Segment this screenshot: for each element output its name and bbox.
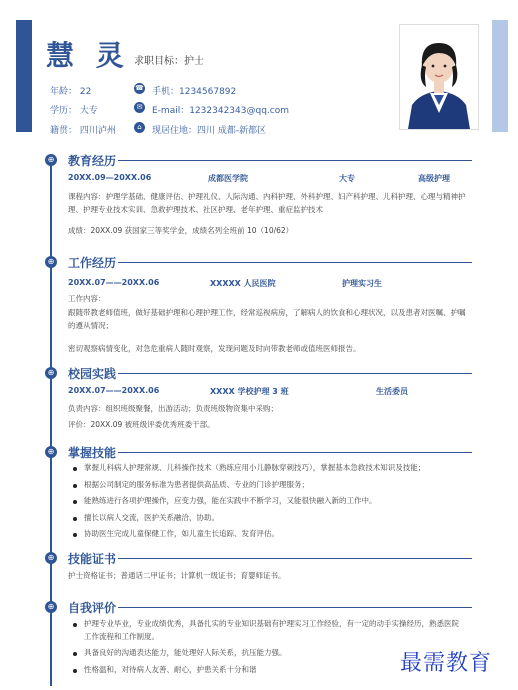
skills-list xyxy=(68,462,468,541)
section-divider xyxy=(118,452,472,453)
education-major: 高级护理 xyxy=(418,174,450,183)
skills-section-icon: ⊕ xyxy=(45,446,57,458)
list-item: 根据公司制定的服务标准为患者提供高品质、专业的门诊护理服务； xyxy=(68,479,468,492)
work-role: 护理实习生 xyxy=(342,279,382,288)
certs-title: 技能证书 xyxy=(68,552,117,566)
campus-role: 生活委员 xyxy=(376,387,408,396)
section-divider xyxy=(118,262,472,263)
work-title: 工作经历 xyxy=(68,256,117,270)
education-field: 学历： 大专 xyxy=(50,106,98,116)
candidate-name: 慧 灵 xyxy=(46,39,130,72)
nurse-avatar-icon xyxy=(400,25,478,129)
list-item: 协助医生完成儿童保健工作，如儿童生长追踪、发育评估。 xyxy=(68,528,468,541)
work-section-icon: ⊕ xyxy=(45,256,57,268)
work-duty-2: 密切观察病情变化，对急危重病人随时观察，发现问题及时向带教老师或值班医师报告。 xyxy=(68,344,361,353)
section-divider xyxy=(118,373,472,374)
self-section-icon: ⊕ xyxy=(45,601,57,613)
origin-field: 籍贯： 四川泸州 xyxy=(50,126,116,136)
right-accent-bar xyxy=(492,20,508,132)
work-period: 20XX.07——20XX.06 xyxy=(68,278,160,287)
work-company: XXXXX 人民医院 xyxy=(210,279,276,288)
campus-section-icon: ⊕ xyxy=(45,367,57,379)
residence-field: 现居住地：四川 成都-新都区 xyxy=(152,126,267,136)
education-title: 教育经历 xyxy=(68,154,117,168)
age-field: 年龄： 22 xyxy=(50,87,92,97)
list-item: 性格温和，对待病人友善、耐心，护患关系十分和谐 xyxy=(68,664,464,677)
watermark-text: 最需教育 xyxy=(400,651,493,676)
section-divider xyxy=(118,607,472,608)
self-title: 自我评价 xyxy=(68,601,117,615)
certs-section-icon: ⊕ xyxy=(45,552,57,564)
campus-title: 校园实践 xyxy=(68,367,117,381)
skills-title: 掌握技能 xyxy=(68,446,117,460)
education-degree: 大专 xyxy=(339,174,355,183)
profile-photo xyxy=(399,24,479,130)
list-item: 能熟练进行各项护理操作，应变力强，能在实践中不断学习，又能很快融入新的工作中。 xyxy=(68,495,468,508)
campus-org: XXXX 学校护理 3 班 xyxy=(210,387,289,396)
phone-icon: ☎ xyxy=(135,84,144,92)
section-divider xyxy=(118,160,472,161)
phone-field: 手机：1234567892 xyxy=(152,87,237,97)
education-score: 成绩：20XX.09 获国家三等奖学金，成绩名列全班前 10（10/62） xyxy=(68,226,294,235)
work-duty-1: 跟随带教老师值班，做好基础护理和心理护理工作，经常巡视病房，了解病人的饮食和心理状况，以及患者对医嘱、护嘱的遵从情况； xyxy=(68,308,466,330)
list-item: 护理专业毕业，专业成绩优秀，具备扎实的专业知识基础有护理实习工作经验，有一定的动手实操经历，熟悉医院工作流程和工作制度。 xyxy=(68,618,464,643)
campus-period: 20XX.07——20XX.06 xyxy=(68,386,160,395)
education-courses: 课程内容：护理学基础、健康评估、护理礼仪、人际沟通、内科护理、外科护理、妇产科护理、儿科护理、心理与精神护理、护理专业技术实训、急救护理技术、社区护理、老年护理、重症监护技术 xyxy=(68,192,466,214)
list-item: 掌握儿科病人护理常规、儿科操作技术（熟练应用小儿静脉穿刺技巧），掌握基本急救技术知识及技能； xyxy=(68,462,468,475)
education-period: 20XX.09—20XX.06 xyxy=(68,173,152,182)
list-item: 擅长以病人交流，医护关系融洽，协助。 xyxy=(68,512,468,525)
location-icon: ⌂ xyxy=(134,122,145,133)
left-accent-bar xyxy=(16,20,32,132)
campus-duty: 负责内容：组织班级聚餐，出游活动；负责班级物资集中采购； xyxy=(68,404,278,413)
education-section-icon: ⊕ xyxy=(45,154,57,166)
section-divider xyxy=(118,558,472,559)
education-school: 成都医学院 xyxy=(208,174,248,183)
campus-eval: 评价：20XX.09 被班级评委优秀班委干部。 xyxy=(68,420,215,429)
email-field: E-mail：1232342343@qq.com xyxy=(152,106,289,116)
job-target: 求职目标：护士 xyxy=(134,56,204,67)
email-icon: ✉ xyxy=(134,102,145,113)
certs-text: 护士资格证书；普通话二甲证书；计算机一级证书；育婴师证书。 xyxy=(68,571,286,580)
work-content-label: 工作内容： xyxy=(68,294,106,303)
list-item: 具备良好的沟通表达能力，能处理好人际关系，抗压能力强。 xyxy=(68,647,464,660)
